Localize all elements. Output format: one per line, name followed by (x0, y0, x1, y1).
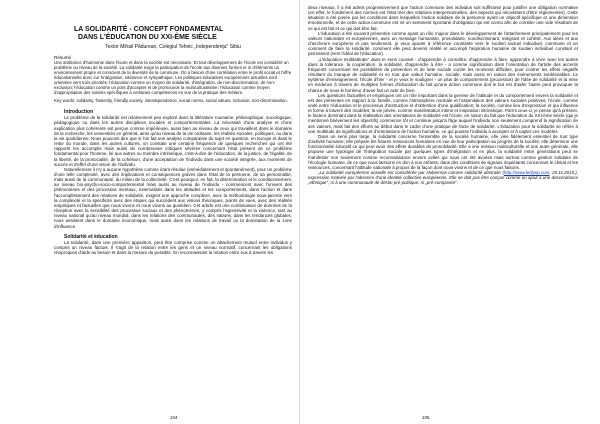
right-paragraph-1: deux niveaux, il a été admis progressivement que l'action commune des individus soit suffisante pour justifier une obligation normative (en effet, le fondement des normes est l'état réel des relations interpersonnelles, des aspects qui nécessitent d'être réglementés). Cette situation a été posée par les conditions dans lesquelles l'action solidaire de la personne ayant un objectif spécifique et une dimension émotionnelle, et de cette action commune est né un sentiment spontané d'obligation qui est connu afin de combler une vide résultant de ce qui est fait et ce qui doit être fait. (308, 5, 578, 31)
right-quote-paragraph (308, 170, 578, 185)
right-paragraph-2: L'éducation a été souvent présentée comme ayant un rôle majeur dans le développement de l'attachement principalement pour les valeurs nationales et européennes, avec un message humaniste, prosolidaire, nondiscriminant, intégrant et cohésif. Aux idées et aux chercheurs européens et pas seulement, je veux ajouter à référence constante vers le soutien tactuel individuel, commune et un comment de faire la solidarité, comment elle peut devenir réalité et accompli l'aspiration humaine de soutien individuel constant et permanent (vers l'idéal de l'éducation). (308, 30, 578, 57)
quote-text-start: „La solidarité européenne actuelle est considérée par Habermas comme solidarité abstraite ( (318, 170, 504, 175)
intro-paragraph-2: Naturellement il n'y a aucune hypothèse comme étant résolue (immédiatement et spontanément), pour un problème d'une telle complexité, avec des implications et conséquences graves dans l'état de la personne, de sa personnalité, mais aussi de la communauté, du milieu de la collectivité. C'est pourquoi, en fait, la détermination et le conditionnement, au niveau bio-psycho-socio-comportemental mais aussi au niveau de l'individu - commencent avec l'univers des phénomènes et des processus mentaux, externalisés dans les attitudes et les comportements, dans l'action et dans l'accomplissement des relations de solidarité, exigent une approche complexe, avec la méthodologie sous-jacente vers la complexité et la spécificité avec des étapes qui succèdent aux visions théoriques, points de vues, avec des réalités empiriques et factuelles que nous vivons et nous vivons au quotidien. Cet article est une combinaison de données de la réception avec la sensibilité des processus sociaux et des phénomènes, y compris l'agressivité et la violence, tant au niveau national qu'au niveau mondial, dans les relations des communautés, des nations, dans les tendances globales, nous assistent dans le domaine économique, mais aussi dans les relations de travail ou la domination de la zone d'influence. (54, 166, 292, 229)
page-number-left: 104 (170, 415, 178, 420)
right-page (300, 0, 600, 424)
keywords: Key words: solidarity, fraternity, friendly society, interdependence, social norms, social values, inclusion, non-discrimination. (54, 98, 288, 104)
right-paragraph-5: Dans un sens plus large, la solidarité concerne l'ensemble de la société humaine, elle vise fidèlement essentiel de tout type d'activité humaine; elle prépare les futures ressources humaines en vue de leur participation au progrès de la société; elle détermine une fonctionnalité éducatif ce qui peut avoir des effets durables de prosolidarité. Elle a une mission multiculturelle et une autre générale, elle propose une typologie de l'intégration sociale par quelques types d'intégration et en plus, la solidarité entre générations peut se manifester non seulement comme reconnaissance envers celles qui nous ont été avoées mais surtout comme gestion solidaire de l'écologie humaine, de ce que nous laissons en don à nos enfants, dans des conditions de signaux inquiétants concernant le climat et les ressources, concernant l'attitude nationale à propos de la façon dont nous vivons et de ce que nous faisons. (308, 133, 578, 170)
quote-link[interactable]: http://www.lediyop.com (503, 170, 550, 175)
abstract-text: Une ambiance d'harmonie dans l'école et dans la société est nécessaire. Et tout développement de l'école est considéré un problème ou niveau de la société. La solidarité exige la participation de l'école aux diverses formes et in d'éléments un environnement propre et conscient de la diversité de la commune. On a besoin d'une corrélation entre le profil social et l'offre éducationnelle donc sur l'intégration, tolérance et sympathique. Les politiques éducatives européennes actuelles sont orientées vers trois priorités: l'éducation comme un moyen de solidarité, d'intégration, de non-discrimination, de non-exclusion; l'éducation comme un pont d'accepter et de promouvoir la multiculturalisme; l'éducation comme moyen d'appropriation des notions spécifiques à certaines compétences en vue de la pratique des métiers. (54, 60, 292, 96)
article-title (74, 26, 292, 42)
page-number-right: 105 (422, 415, 430, 420)
section-paragraph: La solidarité, dans une première apparition, peut être comprise comme un attachement mutuel entre individus y compris un niveau factuel. Il s'agit de la relation entre les gens et un niveau normatif, concernant les obligations réciproques d'aide au besoin et dans la mesure du possible. En reconnaissant la relation entre eux à travers les (54, 239, 292, 256)
intro-paragraph-1: Le problème de la solidarité est relativement peu exploré dans la littérature roumaine, philosophique, sociologique, pédagogique ou dans les autres disciplines sociales et comportementales. La nécessité d'une analyse et d'une explication plus cohérente est perçue comme impérieuse, aussi bien au niveau de ceux qui travaillent dans le domaine de la recherche, les universités en général, ainsi qu'au niveau de la vie ordinaire, les réalités sociales, politiques, ou dans la vie quotidienne. Nous pouvons dire que si l'on fait une analyse comparative du sujet en question, en Europe et dans le reste du monde, dans les autres cultures, on constate une certaine fréquence de quelques recherches qui ont été rapports les accomplis mais aussi de nombreuses critiques sévères concernant l'état présent de ce problème fondamental pour l'homme, lié aux autres ou membre intrinsèque, c'est-à-dire de l'éducation, de la justice, de l'égalité, de la liberté, de la prosocialité, de la cohésion, d'une acceptation de l'individu dans une société intégrée, aux moments de succès et d'effet d'une vision de l'individu. (54, 115, 292, 167)
title-line-2: DANS L'ÉDUCATION DU XXI-ÈME SIÈCLE (78, 34, 217, 41)
section-heading-solidarite: Solidarité et éducation (64, 233, 118, 240)
intro-heading: Introduction (64, 109, 94, 116)
author-line: Textor Mihail Pădurean, Colegiul Tehnic „Independența" Sibiu (105, 44, 241, 50)
quote-text-end: , 25.11.2015.), expression motivée par l'absence d'une identité collective européenne. Elle ne doit pas être conçue comme un ajout à une descendance „ethnique", ni à une communauté de destin pré-politique, ni „pré-composée". (308, 170, 578, 186)
abstract-label: Résumé (54, 55, 72, 60)
right-paragraph-3: „L'éducation multilatérale" dans le sens courant - d'apprendre à connaître, d'apprendre à faire, apprendre à vivre avec les autres dans la tolérance, la coopération, la solidarité, d'apprendre à être - a comme signification dans l'orientation de l'article des accents fréquents concernant les possibilités de prévention et de lutte sociale contre les moments difficiles, pour contrer les effets négatifs résultant du manque de solidarité et en tout que valeur humaine, sociale, mais aussi en raison des événements inédésirables. Le système d'enseignement, l'école d'hier - et je veux le souligner - un plus de comportement (processus) de l'idée de solidarité et la mise en évidence à travers de multiples formes d'éducation du fait qu'une action commune doit le but est d'aider l'autre peut provoquer la chance de nous le bonheur d'avoir fait un acte de bien. (308, 56, 578, 93)
right-paragraph-4: Les questions factuelles et empiriques ont un rôle important dans la genèse de l'attitude et du comportement envers la solidarité et est des présentes en rapport à la: famille, comme l'atmosphère normale et l'assimilation des valeurs sociales positives; l'école, comme unité entre l'éducation et le processus d'instruction et d'obtention d'une qualification; la société, comme lieu d'expression et qui influence et forme à travers des modèles; la vie privée, comme manifestation intime et inspiration intrinsèque. Parmi ceux-ci, je pense qu'à présent, le facteur dominant dans la réalisation des orientations de solidarité est l'école, en raison du fait que l'éducation du XXI-ème siècle (qui je mentionné brièvement les objectifs) commence tôt et continue jusqu'à l'âge auquel l'individu non seulement comprend la signification de ses valeurs, mais fait des efforts au début dans le cadre d'une pratique de l'acte de solidarité. L'éducation pour la solidarité se réfère à une multitude de significations et d'orientations de l'action humaine, ce qui pousse l'individu à accepter et à capter ces modèles. (308, 92, 578, 134)
title-line-1: LA SOLIDARITÉ - CONCEPT FONDAMENTAL (74, 26, 224, 33)
